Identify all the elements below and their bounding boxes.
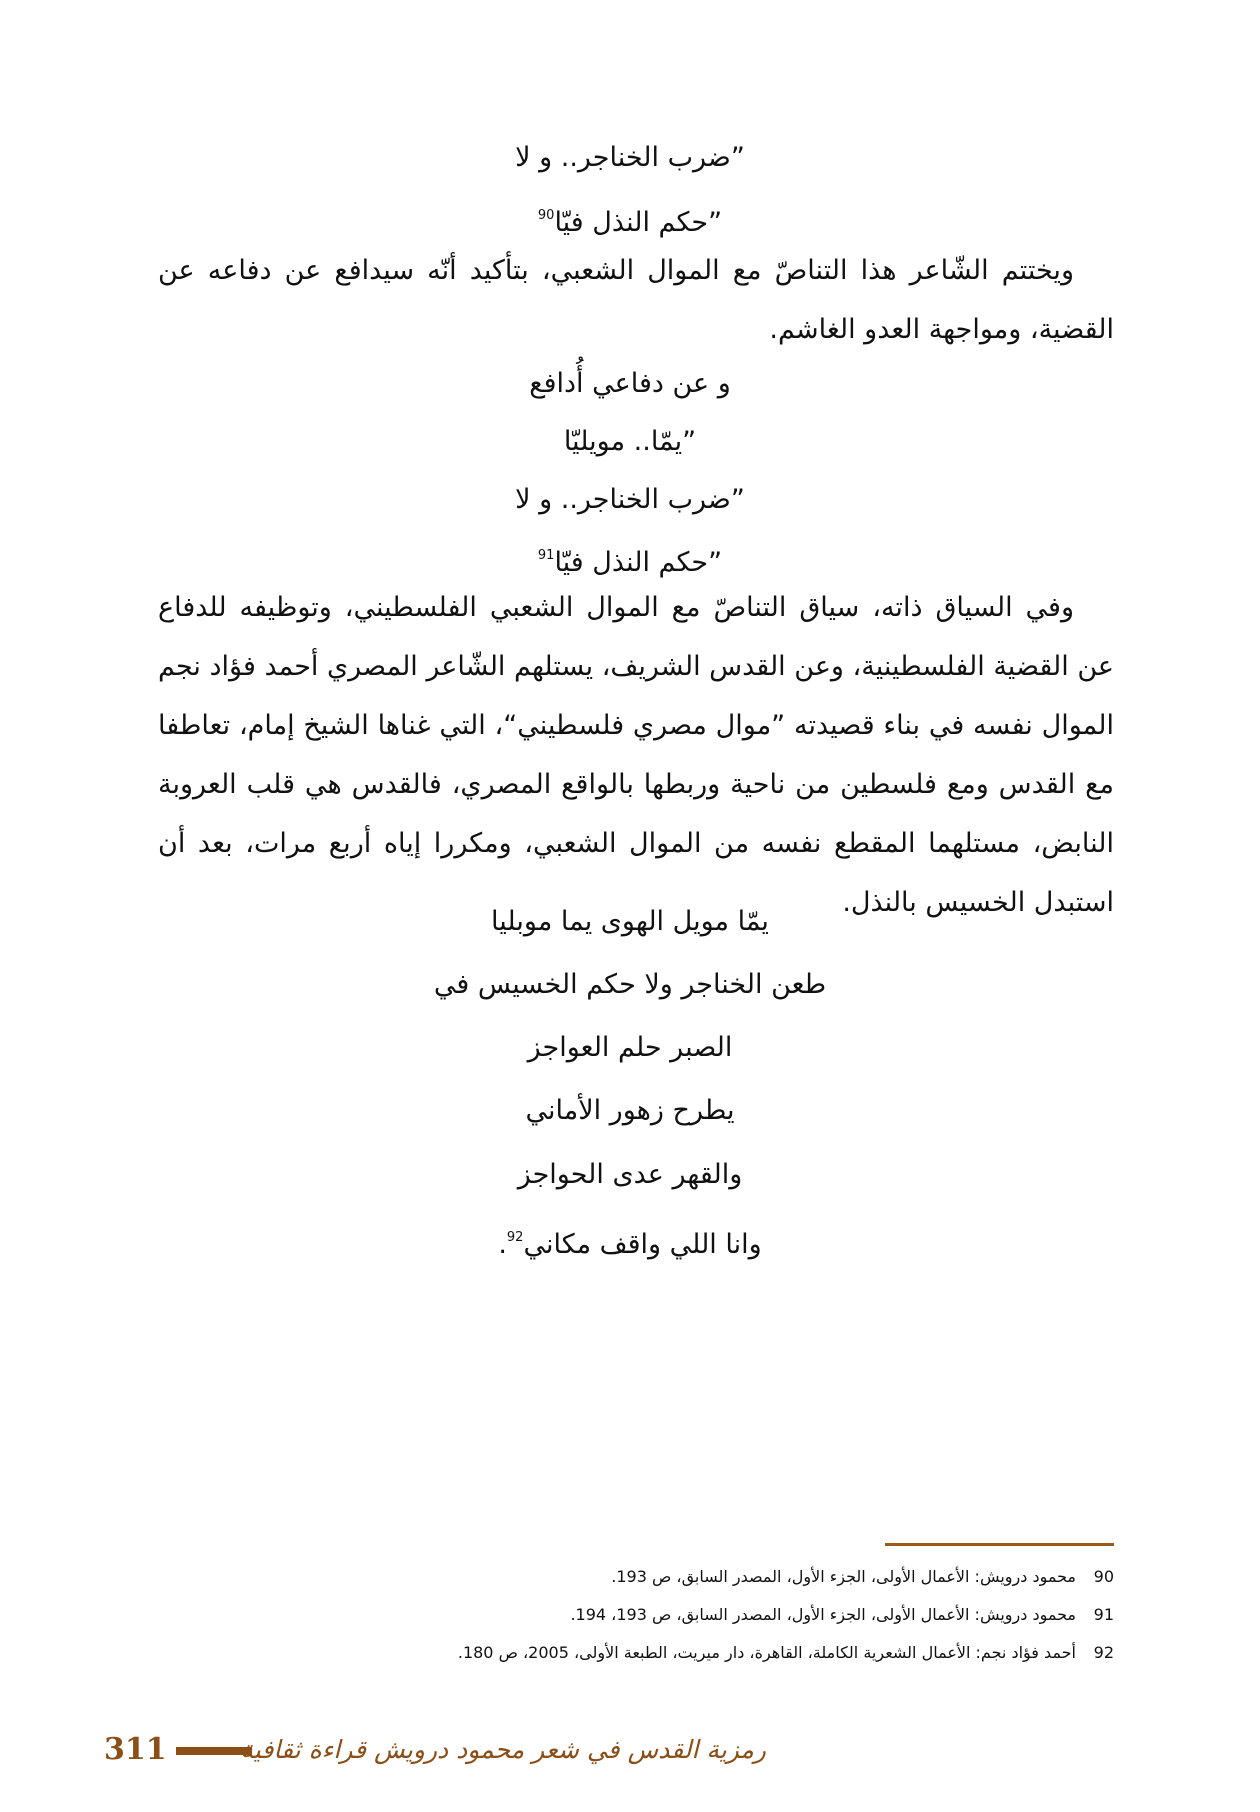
verse-line: الصبر حلم العواجز [527,1032,733,1063]
verse-line: و عن دفاعي أُدافع [529,368,731,399]
verse-line: يمّا مويل الهوى يما موبليا [491,906,769,937]
verse-line: ”حكم النذل فيّا$^{90}$ [537,207,723,238]
footnote-number: 90 [1093,1567,1114,1586]
footnote-number: 92 [1093,1643,1114,1662]
page-footer [0,1725,1260,1785]
verse-line: ”ضرب الخناجر.. و لا [515,142,745,173]
footnote [300,1634,1114,1672]
footnote-number: 91 [1093,1605,1114,1624]
verse-line: وانا اللي واقف مكاني$^{92}$. [498,1229,762,1260]
book-title: رمزية القدس في شعر محمود درويش قراءة ثقافية [240,1735,766,1764]
page-number: 311 [104,1732,167,1767]
footnote-ref: 91 [537,548,555,563]
verse-line: يطرح زهور الأماني [525,1095,735,1126]
footnotes [300,1558,1114,1672]
verse-line: طعن الخناجر ولا حكم الخسيس في [433,969,827,1000]
footnote-text: أحمد فؤاد نجم: الأعمال الشعرية الكاملة، القاهرة، دار ميريت، الطبعة الأولى، 2005، ص 180. [457,1643,1076,1662]
footnote [300,1596,1114,1634]
verse-line: ”يمّا.. مويليّا [563,426,697,457]
paragraph: ويختتم الشّاعر هذا التناصّ مع الموال الشعبي، بتأكيد أنّه سيدافع عن دفاعه عن القضية، ومواجهة العدو الغاشم. [158,255,1114,345]
footnote-ref: 92 [506,1230,524,1245]
verse-line: ”ضرب الخناجر.. و لا [515,484,745,515]
footnote-text: محمود درويش: الأعمال الأولى، الجزء الأول، المصدر السابق، ص 193، 194. [570,1605,1076,1624]
paragraph: وفي السياق ذاته، سياق التناصّ مع الموال الشعبي الفلسطيني، وتوظيفه للدفاع عن القضية الفلسطينية، وعن القدس الشريف، يستلهم الشّاعر المصري أحمد فؤاد نجم الموال نفسه في بناء قصيدته ”موال مصري فلسطيني“، التي غناها الشيخ إمام، تعاطفا مع القدس ومع فلسطين من ناحية وربطها بالواقع المصري، فالقدس هي قلب العروبة النابض، مستلهما المقطع نفسه من الموال الشعبي، ومكررا إياه أربع مرات، بعد أن استبدل الخسيس بالنذل. [158,592,1114,918]
verse-line: ”حكم النذل فيّا$^{91}$ [537,547,723,578]
footnote [300,1558,1114,1596]
verse-line: والقهر عدى الحواجز [517,1159,743,1190]
footnote-ref: 90 [537,208,555,223]
footnote-divider [885,1543,1114,1546]
footnote-text: محمود درويش: الأعمال الأولى، الجزء الأول، المصدر السابق، ص 193. [611,1567,1076,1586]
